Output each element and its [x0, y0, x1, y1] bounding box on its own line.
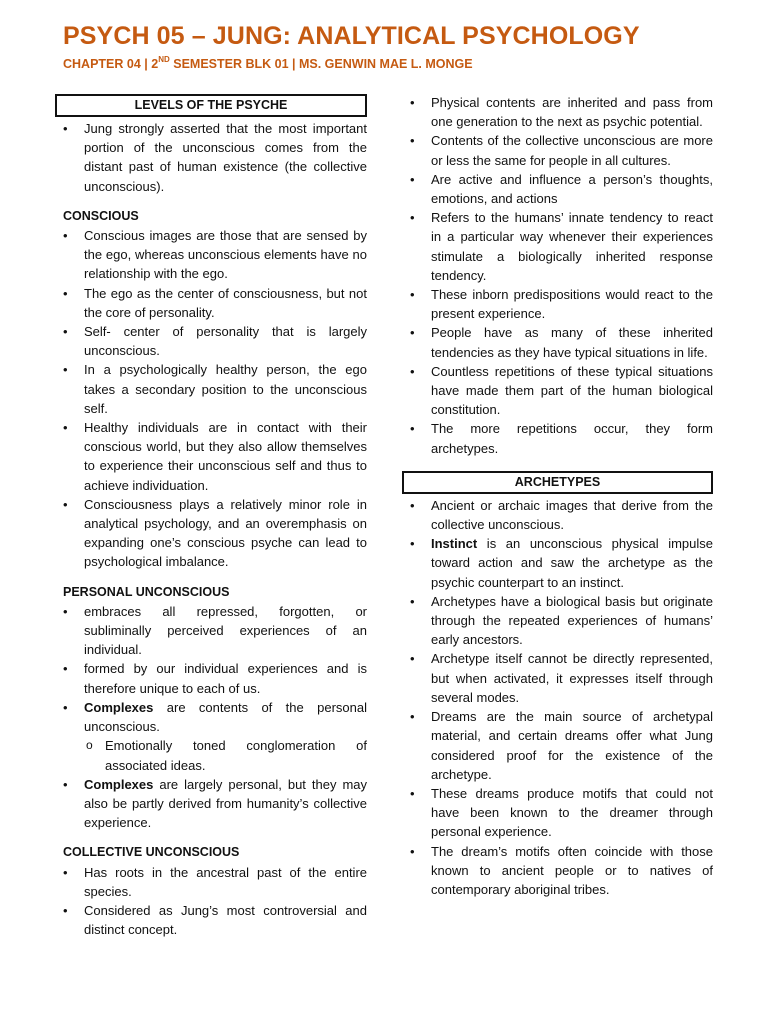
- list-item: • Jung strongly asserted that the most important portion of the unconscious comes from the distant past of human existence (the collective unconscious).: [55, 119, 367, 196]
- bold-term: Instinct: [431, 536, 478, 552]
- list-item: • Archetype itself cannot be directly represented, but when activated, it expresses itself through several modes.: [402, 649, 713, 707]
- list-item: • Considered as Jung’s most controversial and distinct concept.: [55, 901, 367, 939]
- subtitle-details: SEMESTER BLK 01 | MS. GENWIN MAE L. MONGE: [169, 57, 473, 71]
- list-item: • Self- center of personality that is largely unconscious.: [55, 322, 367, 360]
- heading-personal-unconscious: PERSONAL UNCONSCIOUS: [63, 584, 230, 599]
- personal-unconscious-list: [55, 602, 367, 736]
- document-subtitle: [63, 57, 473, 71]
- archetypes-list: [402, 496, 713, 899]
- levels-intro-list: [55, 119, 367, 196]
- left-column: [55, 94, 367, 939]
- section-box-archetypes: ARCHETYPES: [402, 471, 713, 494]
- collective-unconscious-list-continued: [402, 93, 713, 458]
- list-item: • Consciousness plays a relatively minor role in analytical psychology, and an overemphasis on expanding one’s conscious psyche can lead to psychological imbalance.: [55, 495, 367, 572]
- heading-collective-unconscious: COLLECTIVE UNCONSCIOUS: [63, 845, 240, 860]
- right-column: [402, 93, 713, 899]
- subtitle-superscript: ND: [158, 55, 170, 64]
- personal-unconscious-list-continued: [55, 775, 367, 833]
- subtitle-chapter: CHAPTER 04 | 2: [63, 57, 159, 71]
- bold-term: Complexes: [84, 699, 154, 715]
- list-item: • These dreams produce motifs that could not have been known to the dreamer through personal experience.: [402, 784, 713, 842]
- list-item: • Conscious images are those that are sensed by the ego, whereas unconscious elements have no relationship with the ego.: [55, 226, 367, 284]
- list-item: • Refers to the humans’ innate tendency to react in a particular way whenever their experiences stimulate a biologically inherited response tendency.: [402, 208, 713, 285]
- list-item: • Are active and influence a person’s thoughts, emotions, and actions: [402, 170, 713, 208]
- list-item: [402, 534, 713, 592]
- list-item: • Archetypes have a biological basis but originate through the repeated experiences of humans’ early ancestors.: [402, 592, 713, 650]
- list-item: • Has roots in the ancestral past of the entire species.: [55, 863, 367, 901]
- sub-list-item: o Emotionally toned conglomeration of associated ideas.: [55, 736, 367, 774]
- list-item: • Healthy individuals are in contact with their conscious world, but they also allow themselves to experience their unconscious self and thus to achieve individuation.: [55, 418, 367, 495]
- heading-conscious: CONSCIOUS: [63, 208, 139, 223]
- list-item: • The more repetitions occur, they form archetypes.: [402, 419, 713, 457]
- list-item: [55, 775, 367, 833]
- list-item: • These inborn predispositions would react to the present experience.: [402, 285, 713, 323]
- list-item-text: are contents of the personal unconscious.: [84, 699, 367, 735]
- list-item-text: are largely personal, but they may also be partly derived from humanity’s collective experience.: [84, 776, 367, 831]
- list-item: • formed by our individual experiences and is therefore unique to each of us.: [55, 659, 367, 697]
- list-item: • Countless repetitions of these typical situations have made them part of the human biological constitution.: [402, 362, 713, 420]
- list-item: • Contents of the collective unconscious are more or less the same for people in all cultures.: [402, 131, 713, 169]
- collective-unconscious-list: [55, 863, 367, 940]
- list-item: • People have as many of these inherited tendencies as they have typical situations in life.: [402, 323, 713, 361]
- list-item: • The dream’s motifs often coincide with those known to ancient people or to natives of contemporary aboriginal tribes.: [402, 842, 713, 900]
- list-item: • In a psychologically healthy person, the ego takes a secondary position to the unconscious self.: [55, 360, 367, 418]
- list-item: • embraces all repressed, forgotten, or subliminally perceived experiences of an individual.: [55, 602, 367, 660]
- bold-term: Complexes: [84, 776, 154, 792]
- list-item-text: is an unconscious physical impulse toward action and saw the archetype as the psychic counterpart to an instinct.: [431, 536, 713, 590]
- document-title: PSYCH 05 – JUNG: ANALYTICAL PSYCHOLOGY: [63, 22, 640, 50]
- conscious-list: [55, 226, 367, 572]
- section-box-levels-of-the-psyche: LEVELS OF THE PSYCHE: [55, 94, 367, 117]
- list-item: • Physical contents are inherited and pass from one generation to the next as psychic potential.: [402, 93, 713, 131]
- list-item: • The ego as the center of consciousness, but not the core of personality.: [55, 284, 367, 322]
- list-item: [55, 698, 367, 736]
- list-item: • Dreams are the main source of archetypal material, and certain dreams offer what Jung considered proof for the existence of the archetype.: [402, 707, 713, 784]
- list-item: • Ancient or archaic images that derive from the collective unconscious.: [402, 496, 713, 534]
